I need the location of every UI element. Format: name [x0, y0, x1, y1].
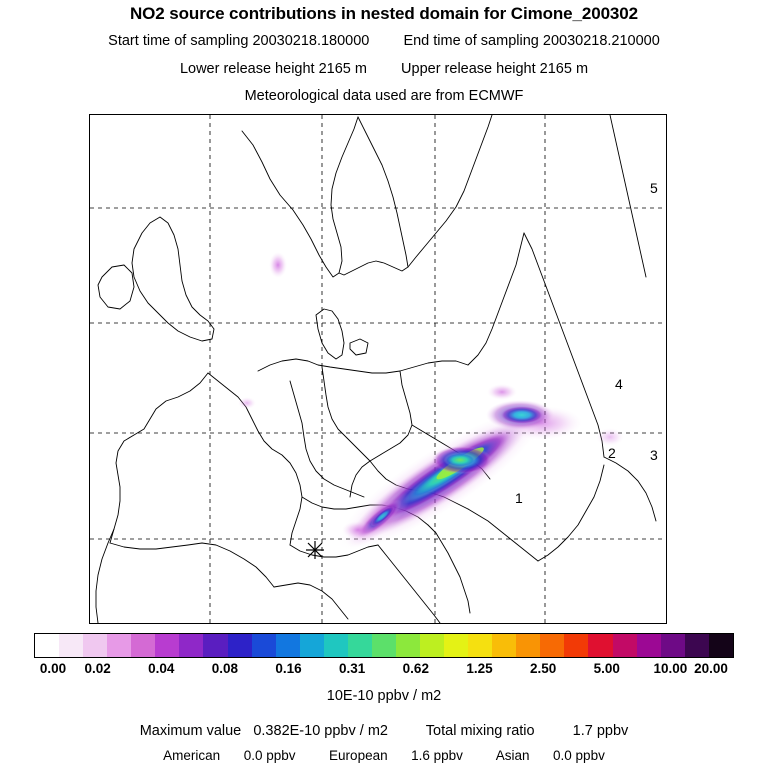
upper-release-height: Upper release height 2165 m	[401, 61, 589, 77]
colorbar-swatch	[372, 634, 396, 657]
end-time-label: End time of sampling	[403, 33, 539, 49]
colorbar-tick-label: 0.31	[339, 661, 366, 676]
sampling-time-line	[0, 33, 768, 49]
colorbar-swatch	[228, 634, 252, 657]
colorbar-swatch	[588, 634, 612, 657]
colorbar-tick-label: 20.00	[694, 661, 728, 676]
european-value: 1.6 ppbv	[411, 748, 463, 763]
colorbar-swatch	[396, 634, 420, 657]
colorbar-swatch	[252, 634, 276, 657]
map-label-5: 5	[650, 180, 658, 196]
colorbar-tick-label: 0.04	[148, 661, 175, 676]
colorbar-swatch	[179, 634, 203, 657]
colorbar-swatch	[107, 634, 131, 657]
colorbar-tick-label: 5.00	[593, 661, 620, 676]
total-mixing-ratio-label: Total mixing ratio	[425, 723, 535, 739]
map-panel	[89, 114, 667, 624]
map-label-1: 1	[515, 490, 523, 506]
asian-label: Asian	[495, 748, 530, 763]
colorbar-swatch	[661, 634, 685, 657]
colorbar-swatch	[709, 634, 733, 657]
colorbar-tick-labels	[0, 661, 768, 677]
map-label-2: 2	[608, 445, 616, 461]
asian-value: 0.0 ppbv	[553, 748, 605, 763]
colorbar-swatch	[564, 634, 588, 657]
colorbar-swatch	[492, 634, 516, 657]
colorbar-tick-label: 0.00	[39, 661, 67, 676]
map-label-4: 4	[615, 376, 623, 392]
colorbar-swatch	[348, 634, 372, 657]
colorbar-swatch	[83, 634, 107, 657]
colorbar-swatch	[131, 634, 155, 657]
european-label: European	[329, 748, 388, 763]
max-value-label: Maximum value	[139, 723, 242, 739]
footer-regions-line	[0, 748, 768, 763]
colorbar-swatch	[540, 634, 564, 657]
colorbar-swatch	[468, 634, 492, 657]
american-value: 0.0 ppbv	[243, 748, 296, 763]
map-canvas	[90, 115, 666, 623]
start-time-label: Start time of sampling	[108, 33, 249, 49]
footer-summary-line	[0, 723, 768, 739]
lower-release-height: Lower release height 2165 m	[179, 61, 367, 77]
start-time-value: 20030218.180000	[252, 33, 370, 49]
colorbar-tick-label: 2.50	[529, 661, 557, 676]
colorbar-swatch	[155, 634, 179, 657]
colorbar-swatch	[324, 634, 348, 657]
colorbar-swatch	[203, 634, 227, 657]
colorbar-unit-label: 10E-10 ppbv / m2	[326, 688, 442, 704]
colorbar-swatch	[685, 634, 709, 657]
release-site-marker	[306, 541, 324, 559]
end-time-value: 20030218.210000	[542, 33, 660, 49]
total-mixing-ratio-value: 1.7 ppbv	[572, 723, 629, 739]
colorbar-swatch	[59, 634, 83, 657]
colorbar-swatch	[276, 634, 300, 657]
colorbar-tick-label: 0.62	[402, 661, 429, 676]
american-label: American	[163, 748, 221, 763]
colorbar-tick-label: 0.08	[211, 661, 239, 676]
colorbar-swatch	[420, 634, 444, 657]
colorbar	[34, 633, 734, 658]
colorbar-tick-label: 0.02	[84, 661, 111, 676]
colorbar-swatch	[637, 634, 661, 657]
release-height-line	[0, 61, 768, 77]
colorbar-tick-label: 10.00	[653, 661, 688, 676]
meteorology-line: Meteorological data used are from ECMWF	[244, 88, 524, 104]
colorbar-swatch	[516, 634, 540, 657]
colorbar-tick-label: 1.25	[466, 661, 493, 676]
map-label-3: 3	[650, 447, 658, 463]
max-value-value: 0.382E-10 ppbv / m2	[253, 723, 388, 739]
colorbar-swatch	[300, 634, 324, 657]
colorbar-swatch	[35, 634, 59, 657]
colorbar-swatch	[444, 634, 468, 657]
colorbar-swatch	[613, 634, 637, 657]
colorbar-tick-label: 0.16	[275, 661, 302, 676]
colorbar-gradient	[34, 633, 734, 658]
page-title: NO2 source contributions in nested domain for Cimone_200302	[130, 4, 638, 23]
